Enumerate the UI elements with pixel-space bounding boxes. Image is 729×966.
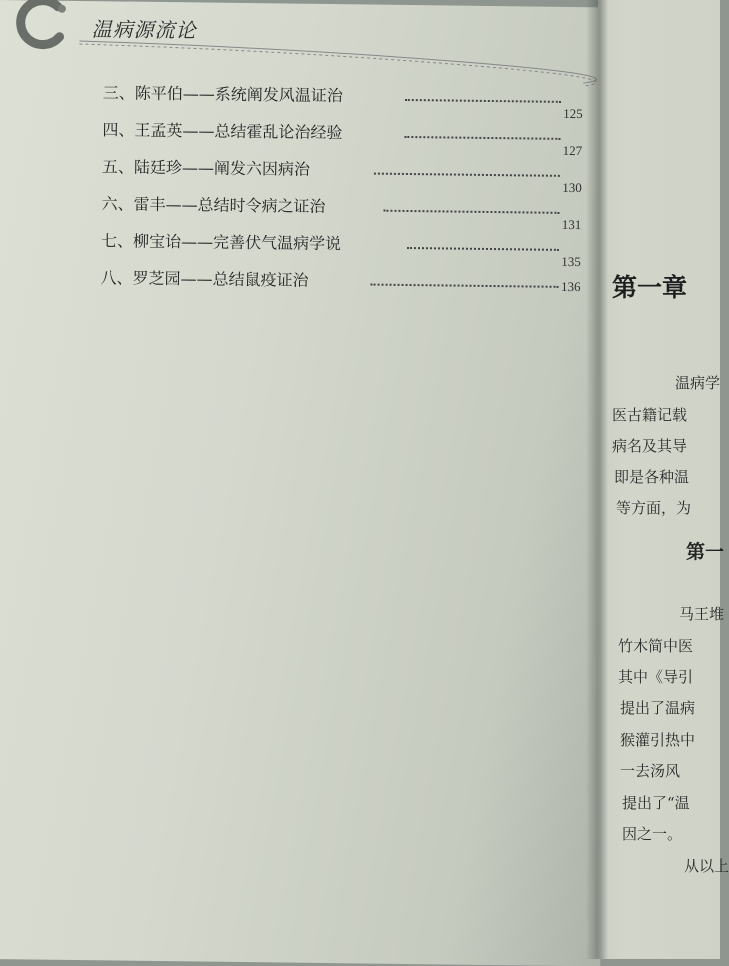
right-page-text-line: 竹木简中医 bbox=[618, 637, 694, 655]
right-page-text-line: 提出了“温 bbox=[622, 794, 690, 812]
right-page-text-line: 等方面，为 bbox=[616, 499, 692, 517]
toc-entry-page: 131 bbox=[561, 216, 582, 233]
right-page-text-line: 医古籍记载 bbox=[612, 406, 688, 424]
right-page-text-line: 即是各种温 bbox=[614, 468, 690, 486]
book-gutter-shadow bbox=[586, 0, 608, 959]
toc-entry bbox=[100, 265, 580, 308]
toc-dot-leader bbox=[383, 210, 559, 214]
toc-entry-page: 125 bbox=[563, 105, 583, 122]
running-header-title: 温病源流论 bbox=[91, 17, 197, 43]
right-page-text-line: 提出了温病 bbox=[620, 699, 696, 717]
toc-entry-title: 六、雷丰——总结时令病之证治 bbox=[101, 194, 326, 216]
right-page-text-line: 马王堆 bbox=[679, 605, 725, 623]
toc-dot-leader bbox=[371, 284, 559, 288]
toc-dot-leader bbox=[407, 247, 559, 251]
toc-entry-title: 八、罗芝园——总结鼠疫证治 bbox=[100, 268, 309, 290]
toc-entry bbox=[103, 80, 583, 123]
toc-entry bbox=[101, 191, 581, 234]
toc-entry-page: 136 bbox=[560, 278, 581, 295]
right-page-text-line: 因之一。 bbox=[622, 825, 683, 843]
toc-entry-page: 130 bbox=[562, 179, 582, 196]
right-page-chapter-heading: 第一章 bbox=[612, 273, 688, 302]
table-of-contents bbox=[100, 80, 583, 308]
toc-dot-leader bbox=[405, 99, 561, 103]
toc-entry-title: 四、王孟英——总结霍乱论治经验 bbox=[102, 120, 343, 143]
right-page-text-line: 猴灌引热中 bbox=[620, 731, 696, 749]
toc-entry-page: 127 bbox=[562, 142, 583, 159]
toc-entry bbox=[102, 154, 582, 197]
toc-entry-page: 135 bbox=[561, 253, 581, 270]
toc-entry-title: 七、柳宝诒——完善伏气温病学说 bbox=[100, 231, 342, 254]
toc-entry-title: 五、陆廷珍——阐发六因病治 bbox=[101, 157, 311, 179]
right-page-text-line: 病名及其导 bbox=[612, 437, 688, 455]
right-page-text-line: 一去汤风 bbox=[620, 762, 681, 780]
right-page-text-line: 其中《导引 bbox=[618, 668, 694, 686]
toc-entry bbox=[101, 228, 581, 271]
right-page-text-line: 温病学 bbox=[675, 374, 721, 392]
toc-entry-title: 三、陈平伯——系统阐发风温证治 bbox=[102, 83, 343, 106]
right-page-section-heading: 第一 bbox=[686, 541, 725, 563]
toc-dot-leader bbox=[404, 136, 560, 140]
book-logo-icon bbox=[13, 0, 74, 53]
right-page-text-line: 从以上 bbox=[684, 857, 729, 875]
toc-entry bbox=[102, 117, 582, 160]
header-decorative-rule bbox=[79, 39, 583, 85]
toc-dot-leader bbox=[374, 173, 560, 177]
